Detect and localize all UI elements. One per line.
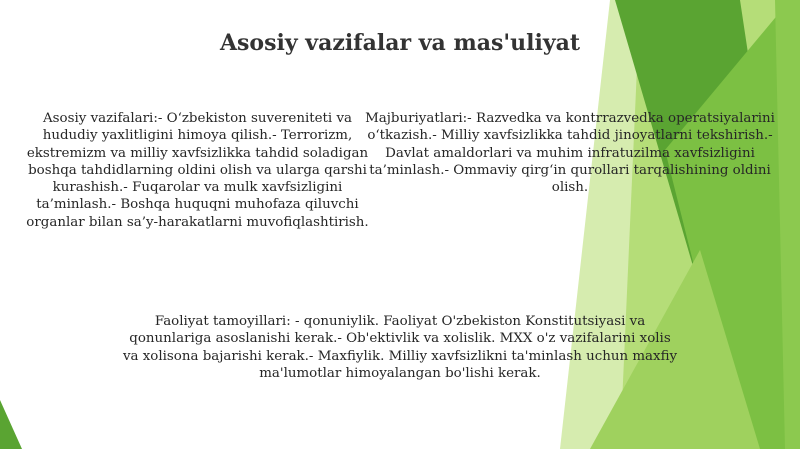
left-corner-accent: [0, 400, 22, 449]
main-tasks-text: Asosiy vazifalari:- O‘zbekiston suvereniteti va hududiy yaxlitligini himoya qilish.- Terrorizm, ekstremizm va milliy xavfsizlikka tahdid soladigan boshqa tahdidlarning oldini olish va ularga qarshi kurashish.- Fuqarolar va mulk xavfsizligini ta’minlash.- Boshqa huquqni muhofaza qiluvchi organlar bilan sa’y-harakatlarni muvofiqlashtirish.: [26, 111, 369, 230]
principles-text: Faoliyat tamoyillari: - qonuniylik. Faoliyat O'zbekiston Konstitutsiyasi va qonunlariga asoslanishi kerak.- Ob'ektivlik va xolislik. MXX o'z vazifalarini xolis va xolisona bajarishi kerak.- Maxfiylik. Milliy xavfsizlikni ta'minlash uchun maxfiy ma'lumotlar himoyalangan bo'lishi kerak.: [122, 314, 678, 381]
slide-title: Asosiy vazifalar va mas'uliyat: [219, 30, 581, 56]
obligations-text: Majburiyatlari:- Razvedka va kontrrazvedka operatsiyalarini o‘tkazish.- Milliy xavfsizlikka tahdid jinoyatlarni tekshirish.- Davlat amaldorlari va muhim infratuzilma xavfsizligini ta’minlash.- Ommaviy qirg‘in qurollari tarqalishining oldini olish.: [365, 111, 775, 196]
